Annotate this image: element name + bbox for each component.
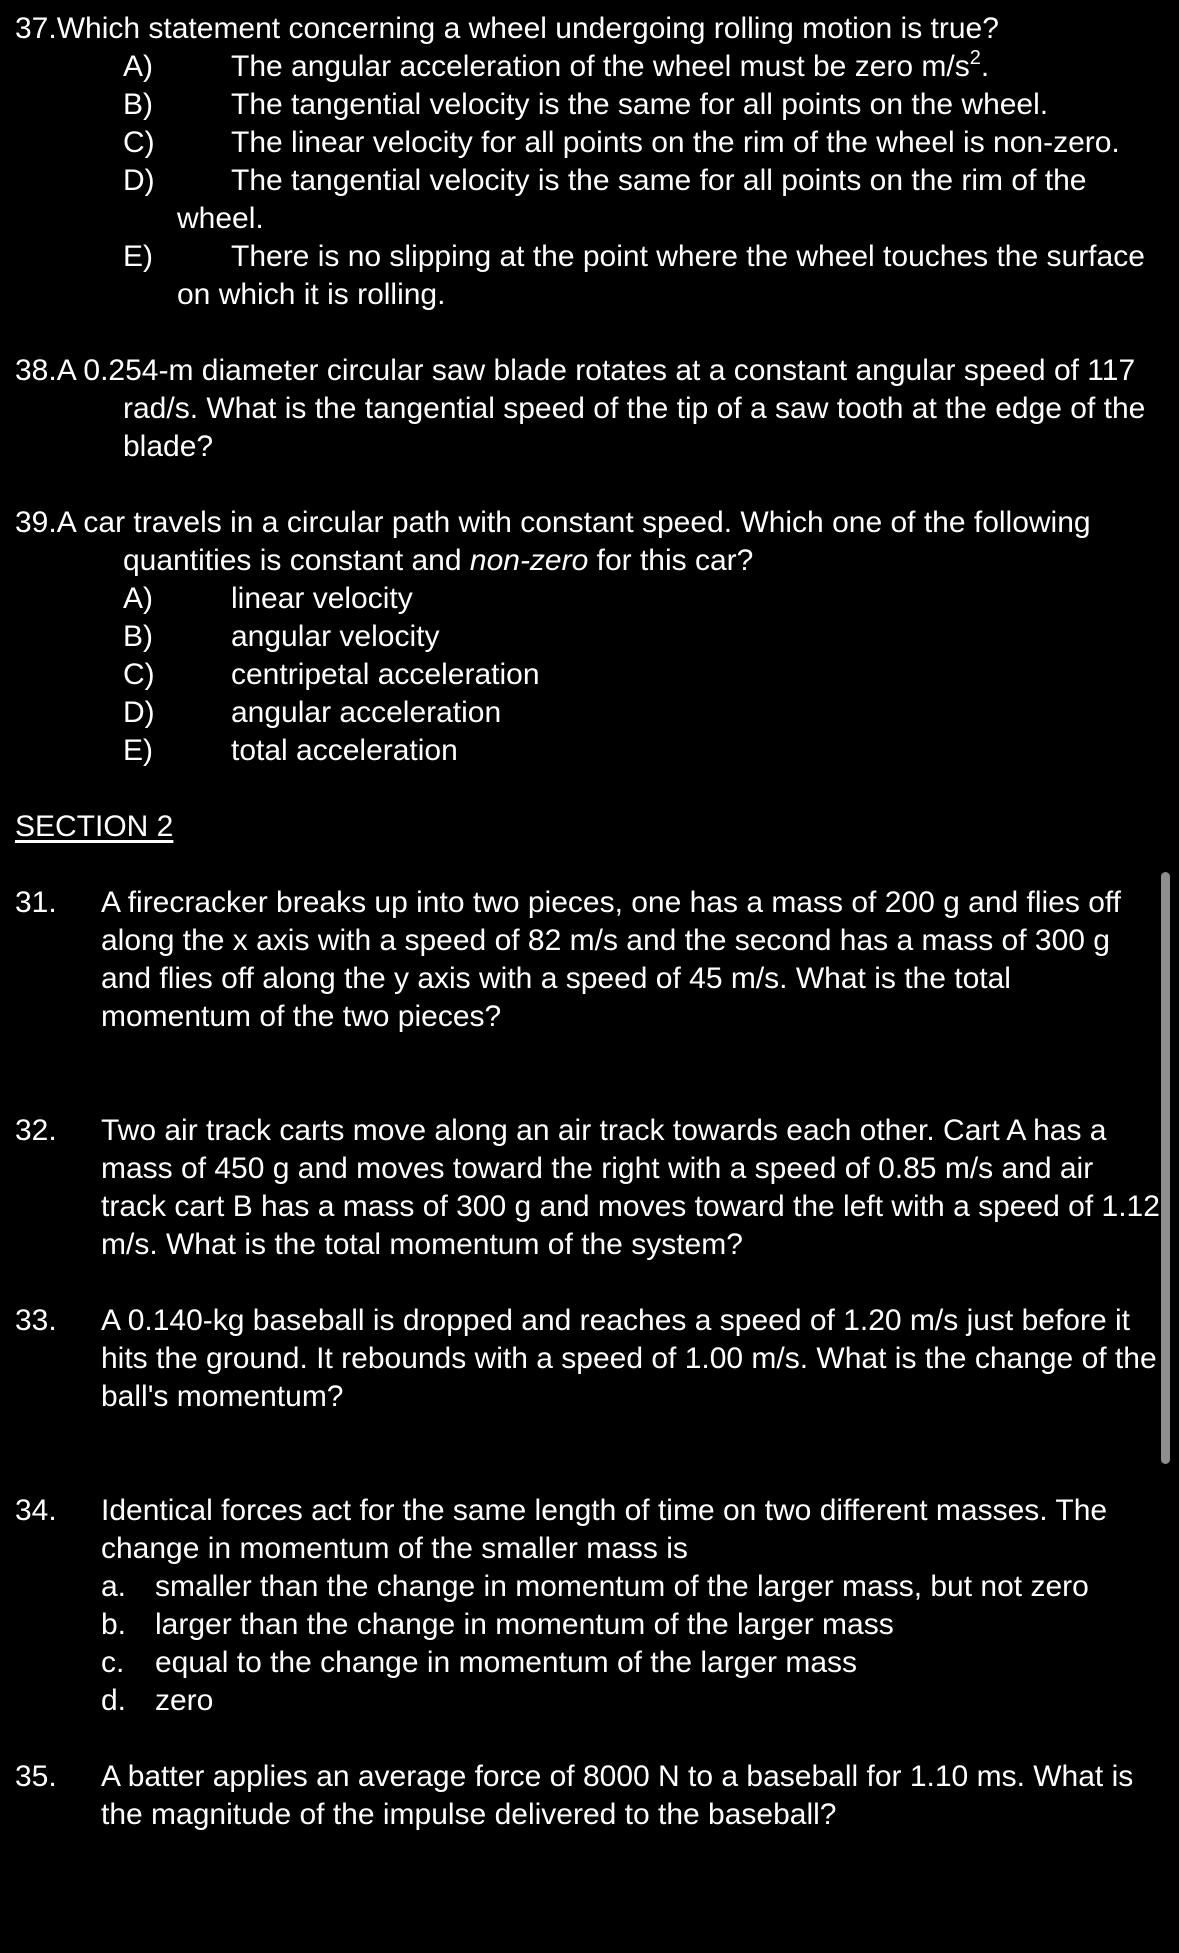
question-number: 37. (15, 12, 57, 45)
question-text: Identical forces act for the same length of time on two different masses. The change in momentum of the smaller mass is (101, 1494, 1108, 1565)
option-text: centripetal acceleration (231, 658, 540, 691)
question-39-stem (15, 504, 1165, 580)
option-b (123, 618, 1165, 656)
option-letter: C) (123, 658, 155, 691)
option-c (101, 1644, 1165, 1682)
option-a (101, 1568, 1165, 1606)
option-punctuation: . (980, 50, 990, 83)
question-text: A 0.140-kg baseball is dropped and reaches a speed of 1.20 m/s just before it hits the ground. It rebounds with a speed of 1.00 m/s. What is the change of the ball's momentum? (101, 1304, 1157, 1413)
option-letter: B) (123, 620, 153, 653)
option-letter: E) (123, 240, 153, 273)
option-letter: a. (101, 1570, 127, 1603)
option-d (123, 694, 1165, 732)
option-e (123, 732, 1165, 770)
option-text: angular acceleration (231, 696, 502, 729)
spacer (15, 1720, 1165, 1758)
option-text: larger than the change in momentum of the larger mass (155, 1608, 894, 1641)
option-letter: D) (123, 164, 155, 197)
question-32 (15, 1112, 1165, 1264)
option-text: equal to the change in momentum of the larger mass (155, 1646, 858, 1679)
question-text: A batter applies an average force of 8000 N to a baseball for 1.10 ms. What is the magnitude of the impulse delivered to the baseball? (101, 1760, 1134, 1831)
option-text: There is no slipping at the point where the wheel touches the surface on which it is rolling. (177, 240, 1145, 311)
question-37-stem (15, 10, 1165, 48)
option-letter: E) (123, 734, 153, 767)
question-text: Which statement concerning a wheel undergoing rolling motion is true? (56, 12, 999, 45)
option-letter: b. (101, 1608, 127, 1641)
question-number: 32. (15, 1114, 57, 1147)
question-number: 33. (15, 1304, 57, 1337)
question-31 (15, 884, 1165, 1036)
option-d (123, 162, 1165, 238)
option-text: smaller than the change in momentum of the larger mass, but not zero (155, 1570, 1089, 1603)
option-letter: D) (123, 696, 155, 729)
option-text: The tangential velocity is the same for all points on the rim of the wheel. (177, 164, 1087, 235)
superscript: 2 (969, 47, 981, 69)
option-text: zero (155, 1684, 214, 1717)
option-a (123, 580, 1165, 618)
option-letter: C) (123, 126, 155, 159)
question-text-end: for this car? (588, 544, 754, 577)
option-text: The tangential velocity is the same for all points on the wheel. (231, 88, 1049, 121)
option-text: linear velocity (231, 582, 413, 615)
question-number: 38. (15, 354, 57, 387)
spacer (15, 846, 1165, 884)
spacer (15, 314, 1165, 352)
question-35 (15, 1758, 1165, 1834)
option-text: The linear velocity for all points on the rim of the wheel is non-zero. (231, 126, 1120, 159)
question-37 (15, 10, 1165, 314)
option-a (123, 48, 1165, 86)
option-b (123, 86, 1165, 124)
option-b (101, 1606, 1165, 1644)
question-38 (15, 352, 1165, 466)
emphasis-text: non-zero (469, 544, 589, 577)
option-letter: d. (101, 1684, 127, 1717)
option-text: angular velocity (231, 620, 440, 653)
option-letter: A) (123, 582, 153, 615)
question-39 (15, 504, 1165, 770)
option-text: The angular acceleration of the wheel must be zero m/s (231, 50, 970, 83)
question-number: 39. (15, 506, 57, 539)
spacer (15, 1264, 1165, 1302)
question-text: A firecracker breaks up into two pieces, one has a mass of 200 g and flies off along the x axis with a speed of 82 m/s and the second has a mass of 300 g and flies off along the y axis with a speed of 45 m/s. What is the total momentum of the two pieces? (101, 886, 1122, 1033)
question-text: Two air track carts move along an air track towards each other. Cart A has a mass of 450 g and moves toward the right with a speed of 0.85 m/s and air track cart B has a mass of 300 g and moves toward the left with a speed of 1.12 m/s. What is the total momentum of the system? (101, 1114, 1160, 1261)
spacer (15, 1416, 1165, 1492)
question-34 (15, 1492, 1165, 1720)
question-38-stem (15, 352, 1165, 466)
question-number: 34. (15, 1494, 57, 1527)
option-d (101, 1682, 1165, 1720)
option-c (123, 656, 1165, 694)
spacer (15, 1036, 1165, 1112)
question-text: A 0.254-m diameter circular saw blade rotates at a constant angular speed of 117 rad/s. What is the tangential speed of the tip of a saw tooth at the edge of the blade? (56, 354, 1146, 463)
vertical-scrollbar[interactable] (1161, 872, 1170, 1464)
option-e (123, 238, 1165, 314)
question-number: 35. (15, 1760, 57, 1793)
spacer (15, 770, 1165, 808)
option-letter: B) (123, 88, 153, 121)
question-number: 31. (15, 886, 57, 919)
spacer (15, 466, 1165, 504)
document-page (15, 10, 1165, 1834)
option-letter: c. (101, 1646, 125, 1679)
section-heading: SECTION 2 (15, 810, 174, 843)
option-text: total acceleration (231, 734, 458, 767)
option-letter: A) (123, 50, 153, 83)
question-text: A car travels in a circular path with constant speed. Which one of the following quantities is constant and (56, 506, 1091, 577)
question-33 (15, 1302, 1165, 1416)
option-c (123, 124, 1165, 162)
